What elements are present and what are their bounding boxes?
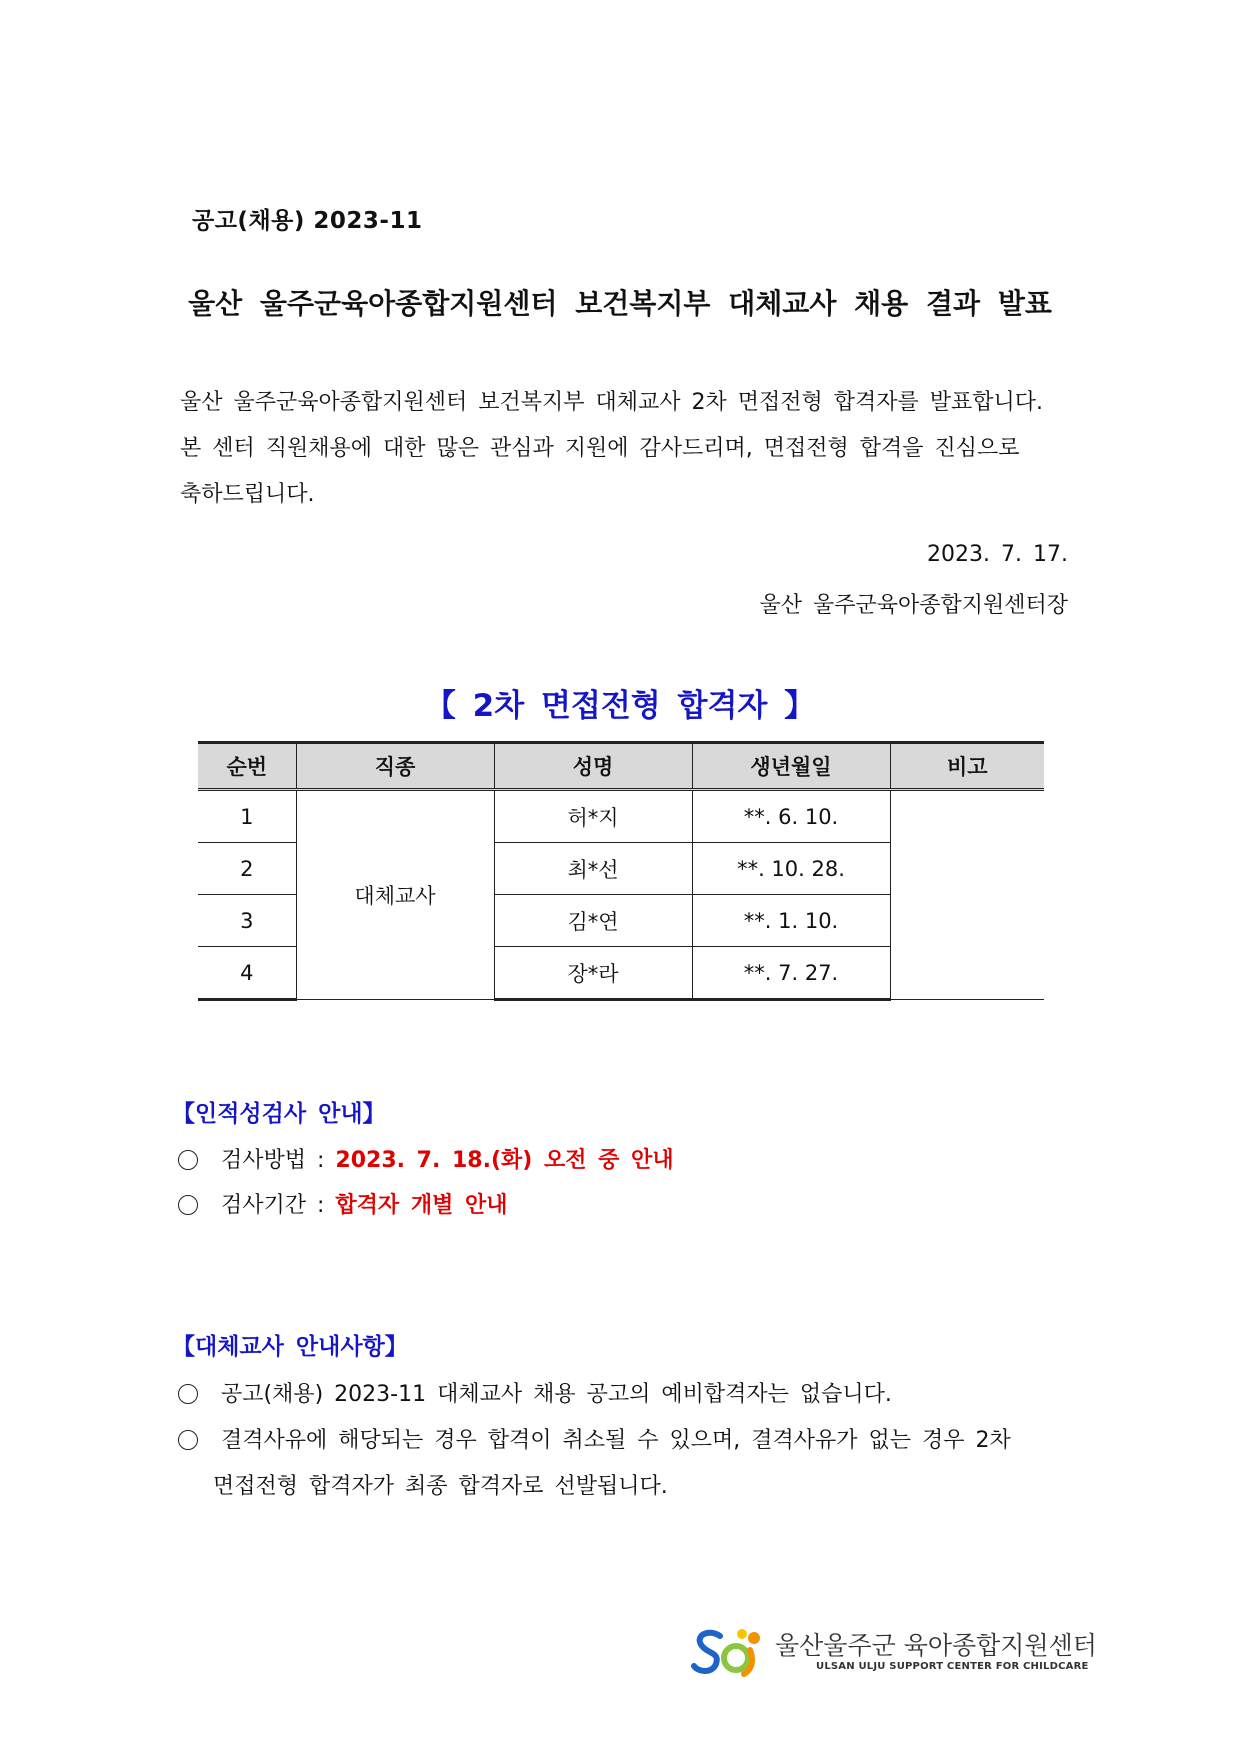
logo-mark-icon: [690, 1624, 768, 1680]
period-label: 검사기간 :: [221, 1193, 325, 1218]
column-header-name: 성명: [494, 743, 692, 790]
column-header-no: 순번: [198, 743, 296, 790]
cell-name: 허*지: [494, 790, 692, 843]
logo-name-english: ULSAN ULJU SUPPORT CENTER FOR CHILDCARE: [816, 1661, 1089, 1672]
notice-number: 공고(채용) 2023-11: [192, 208, 423, 234]
cell-birth: **. 1. 10.: [692, 895, 890, 947]
paragraph-line: 울산 울주군육아종합지원센터 보건복지부 대체교사 2차 면접전형 합격자를 발표합니다.: [180, 390, 1044, 415]
aptitude-period-item: [178, 1188, 508, 1219]
cell-no: 1: [198, 790, 296, 843]
result-table: [198, 741, 1044, 1001]
table-row: [198, 790, 1044, 843]
method-label: 검사방법 :: [221, 1148, 325, 1173]
paragraph-line: 본 센터 직원채용에 대한 많은 관심과 지원에 감사드리며, 면접전형 합격을 진심으로: [180, 436, 1020, 461]
announcement-paragraph: [180, 380, 1068, 518]
table-header-row: [198, 743, 1044, 790]
circle-bullet-icon: [178, 1384, 198, 1404]
period-value: 합격자 개별 안내: [335, 1193, 508, 1218]
guide-text: 결격사유에 해당되는 경우 합격이 취소될 수 있으며, 결격사유가 없는 경우 2차: [221, 1428, 1011, 1453]
paragraph-line: 축하드립니다.: [180, 482, 315, 507]
circle-bullet-icon: [178, 1150, 198, 1170]
signer-name: 울산 울주군육아종합지원센터장: [759, 593, 1068, 618]
circle-bullet-icon: [178, 1430, 198, 1450]
announcement-date: 2023. 7. 17.: [927, 542, 1068, 567]
column-header-note: 비고: [890, 743, 1044, 790]
cell-name: 최*선: [494, 843, 692, 895]
method-value: 2023. 7. 18.(화) 오전 중 안내: [335, 1148, 674, 1173]
document-title: 울산 울주군육아종합지원센터 보건복지부 대체교사 채용 결과 발표: [188, 287, 1052, 320]
guide-text: 공고(채용) 2023-11 대체교사 채용 공고의 예비합격자는 없습니다.: [221, 1382, 892, 1407]
guide-item-2-continued: 면접전형 합격자가 최종 합격자로 선발됩니다.: [213, 1474, 668, 1499]
aptitude-method-item: [178, 1143, 674, 1174]
guide-item-1: [178, 1377, 892, 1408]
guide-heading: 【대체교사 안내사항】: [172, 1334, 408, 1360]
circle-bullet-icon: [178, 1195, 198, 1215]
cell-birth: **. 10. 28.: [692, 843, 890, 895]
column-header-job: 직종: [296, 743, 494, 790]
result-section-heading: 【 2차 면접전형 합격자 】: [424, 688, 816, 724]
cell-job: 대체교사: [296, 790, 494, 1000]
cell-no: 4: [198, 947, 296, 1000]
cell-note: [890, 790, 1044, 1000]
cell-name: 장*라: [494, 947, 692, 1000]
cell-no: 2: [198, 843, 296, 895]
aptitude-heading: 【인적성검사 안내】: [172, 1101, 386, 1127]
logo-name-korean: 울산울주군 육아종합지원센터: [775, 1631, 1097, 1660]
guide-item-2: [178, 1423, 1011, 1454]
cell-birth: **. 6. 10.: [692, 790, 890, 843]
cell-name: 김*연: [494, 895, 692, 947]
cell-birth: **. 7. 27.: [692, 947, 890, 1000]
cell-no: 3: [198, 895, 296, 947]
center-logo: [690, 1624, 1097, 1680]
column-header-birth: 생년월일: [692, 743, 890, 790]
